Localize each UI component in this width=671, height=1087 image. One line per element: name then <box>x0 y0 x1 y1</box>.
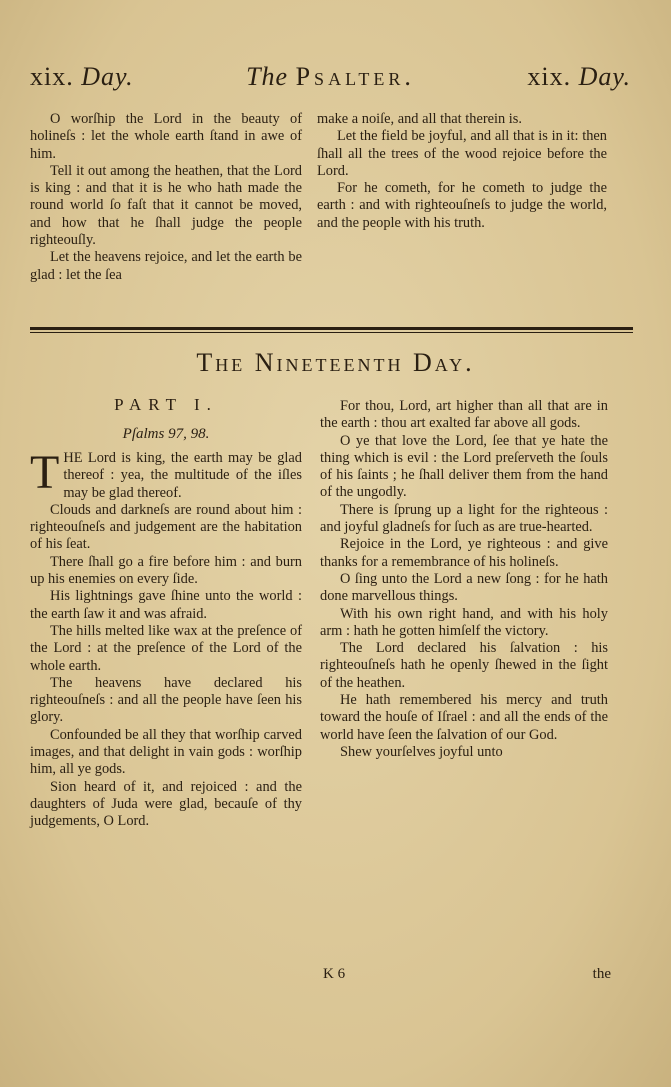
verse: Clouds and darkneſs are round about him : righteouſneſs and judgement are the habitation of his ſeat. <box>30 501 302 553</box>
header-left-day: Day. <box>81 62 134 91</box>
section-rule-thin <box>30 332 633 333</box>
bottom-right-column <box>320 398 608 761</box>
verse: O worſhip the Lord in the beauty of holineſs : let the whole earth ſtand in awe of him. <box>30 111 302 162</box>
top-right-column <box>317 111 607 232</box>
signature-mark: K 6 <box>323 966 346 982</box>
section-rule-thick <box>30 327 633 330</box>
verse: The heavens have declared his righteouſneſs : and all the people have ſeen his glory. <box>30 674 302 726</box>
verse: Let the heavens rejoice, and let the earth be glad : let the ſea <box>30 249 302 283</box>
catchword: the <box>592 966 611 982</box>
verse: There is ſprung up a light for the righteous : and joyful gladneſs for ſuch as are true-hearted. <box>320 501 608 536</box>
header-right <box>527 62 631 92</box>
verse: His lightnings gave ſhine unto the world : the earth ſaw it and was afraid. <box>30 588 302 622</box>
verse: The Lord declared his ſalvation : his righteouſneſs hath he openly ſhewed in the ſight of the heathen. <box>320 640 608 691</box>
verse: Tell it out among the heathen, that the Lord is king : and that it is he who hath made the round world ſo faſt that it cannot be moved, and how that he ſhall judge the people righteouſly. <box>30 162 302 249</box>
verse: Confounded be all they that worſhip carved images, and that delight in vain gods : worſhip him, all ye gods. <box>30 726 302 778</box>
drop-cap: T <box>30 446 60 499</box>
verse: make a noiſe, and all that therein is. <box>317 111 522 127</box>
verse-first <box>30 446 302 502</box>
verse: Sion heard of it, and rejoiced : and the daughters of Juda were glad, becauſe of thy judgements, O Lord. <box>30 778 302 830</box>
section-title: The Nineteenth Day. <box>196 348 475 377</box>
running-header <box>30 62 631 102</box>
verse: Let the field be joyful, and all that is in it: then ſhall all the trees of the wood rejoice before the Lord. <box>317 128 607 179</box>
verse: For thou, Lord, art higher than all that are in the earth : thou art exalted far above all gods. <box>320 398 608 432</box>
part-heading: PART I. <box>114 395 218 414</box>
top-left-column <box>30 111 302 284</box>
verse: Rejoice in the Lord, ye righteous : and give thanks for a remembrance of his holineſs. <box>320 536 608 570</box>
verse: For he cometh, for he cometh to judge the earth : and with righteouſneſs to judge the world, and the people with his truth. <box>317 180 607 231</box>
verse: He hath remembered his mercy and truth toward the houſe of Iſrael : and all the ends of the world have ſeen the ſalvation of our God. <box>320 692 608 743</box>
header-left-number: xix. <box>30 62 74 91</box>
header-psalter: Psalter. <box>295 62 415 91</box>
verse: The hills melted like wax at the preſence of the Lord : at the preſence of the Lord of the whole earth. <box>30 622 302 674</box>
verse: O ye that love the Lord, ſee that ye hate the thing which is evil : the Lord preſerveth the ſouls of his ſaints ; he ſhall deliver them from the hand of the ungodly. <box>320 432 608 501</box>
psalms-reference: Pſalms 97, 98. <box>122 426 210 442</box>
header-the: The <box>246 62 289 91</box>
verse: There ſhall go a fire before him : and burn up his enemies on every ſide. <box>30 553 302 588</box>
verse: O ſing unto the Lord a new ſong : for he hath done marvellous things. <box>320 570 608 605</box>
header-right-number: xix. <box>527 62 572 91</box>
verse: With his own right hand, and with his holy arm : hath he gotten himſelf the victory. <box>320 605 608 639</box>
header-right-day: Day. <box>578 62 631 91</box>
verse: Shew yourſelves joyful unto <box>340 743 503 760</box>
verse-first-text: HE Lord is king, the earth may be glad thereof : yea, the multitude of the iſles may be glad thereof. <box>63 450 302 501</box>
bottom-left-column <box>30 446 302 831</box>
